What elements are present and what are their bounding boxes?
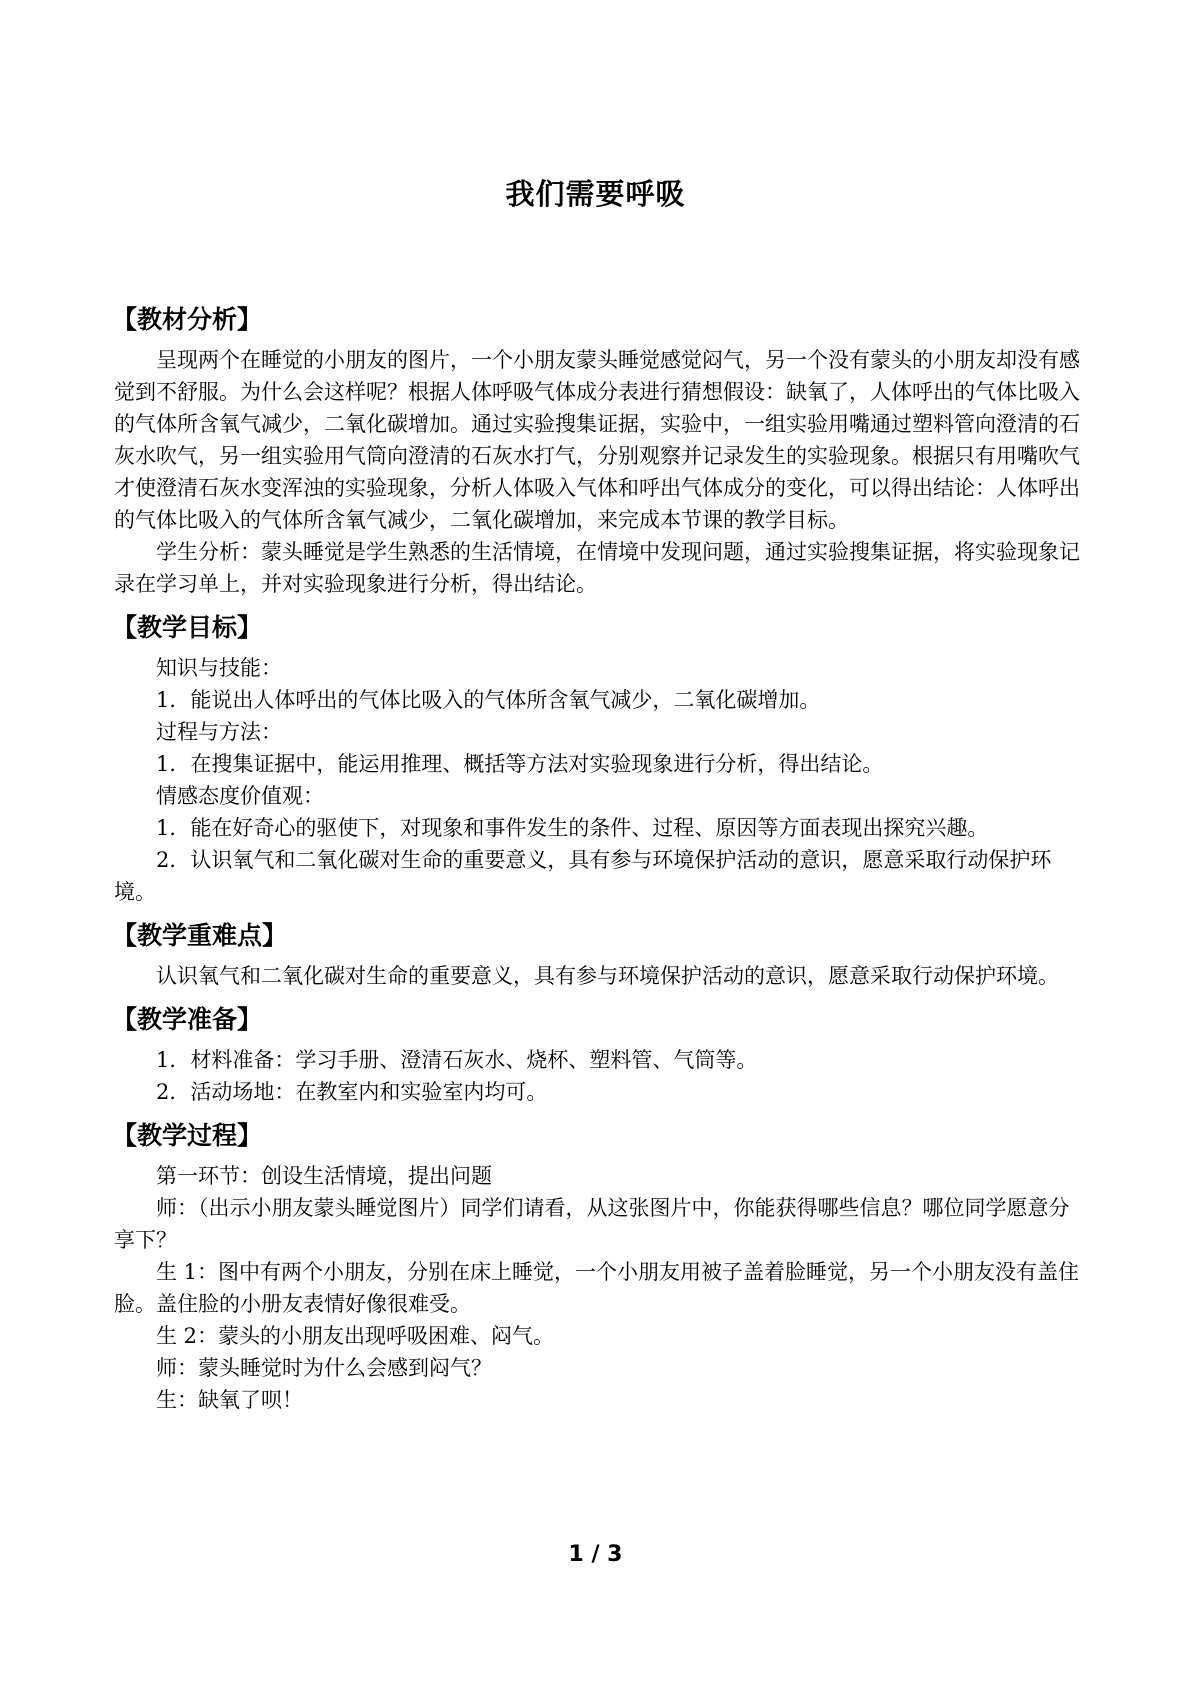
goals-line-5: 情感态度价值观：	[156, 784, 324, 808]
section-heading-keypoints: 【教学重难点】	[112, 921, 288, 950]
analysis-paragraph-1: 呈现两个在睡觉的小朋友的图片，一个小朋友蒙头睡觉感觉闷气，另一个没有蒙头的小朋友却没有感觉到不舒服。为什么会这样呢？根据人体呼吸气体成分表进行猜想假设：缺氧了，人体呼出的气体比吸入的气体所含氧气减少，二氧化碳增加。通过实验搜集证据，实验中，一组实验用嘴通过塑料管向澄清的石灰水吹气，另一组实验用气筒向澄清的石灰水打气，分别观察并记录发生的实验现象。根据只有用嘴吹气才使澄清石灰水变浑浊的实验现象，分析人体吸入气体和呼出气体成分的变化，可以得出结论：人体呼出的气体比吸入的气体所含氧气减少，二氧化碳增加，来完成本节课的教学目标。	[114, 348, 1080, 532]
process-line-4: 生 2：蒙头的小朋友出现呼吸困难、闷气。	[156, 1324, 555, 1348]
page-number: 1 / 3	[568, 1542, 623, 1567]
section-preparation	[114, 1000, 1084, 1108]
section-heading-analysis: 【教材分析】	[112, 305, 263, 334]
goals-line-6: 1．能在好奇心的驱使下，对现象和事件发生的条件、过程、原因等方面表现出探究兴趣。	[156, 816, 989, 840]
preparation-line-2: 2．活动场地：在教室内和实验室内均可。	[156, 1080, 548, 1104]
process-line-2: 师：（出示小朋友蒙头睡觉图片）同学们请看，从这张图片中，你能获得哪些信息？哪位同学愿意分享下？	[114, 1196, 1070, 1252]
goals-line-2: 1．能说出人体呼出的气体比吸入的气体所含氧气减少，二氧化碳增加。	[156, 688, 821, 712]
document-body	[114, 300, 1084, 1424]
goals-line-1: 知识与技能：	[156, 656, 282, 680]
section-keypoints	[114, 916, 1084, 992]
section-process	[114, 1116, 1084, 1416]
page-title: 我们需要呼吸	[505, 177, 686, 211]
section-goals	[114, 608, 1084, 908]
keypoints-paragraph: 认识氧气和二氧化碳对生命的重要意义，具有参与环境保护活动的意识，愿意采取行动保护环境。	[156, 964, 1059, 988]
goals-line-4: 1．在搜集证据中，能运用推理、概括等方法对实验现象进行分析，得出结论。	[156, 752, 884, 776]
process-line-6: 生：缺氧了呗！	[156, 1388, 303, 1412]
section-heading-preparation: 【教学准备】	[112, 1005, 263, 1034]
section-heading-process: 【教学过程】	[112, 1121, 263, 1150]
goals-line-3: 过程与方法：	[156, 720, 282, 744]
process-line-3: 生 1：图中有两个小朋友，分别在床上睡觉，一个小朋友用被子盖着脸睡觉，另一个小朋友没有盖住脸。盖住脸的小册友表情好像很难受。	[114, 1260, 1080, 1316]
goals-line-7: 2．认识氧气和二氧化碳对生命的重要意义，具有参与环境保护活动的意识，愿意采取行动保护环境。	[114, 848, 1052, 904]
section-analysis	[114, 300, 1084, 600]
process-line-1: 第一环节：创设生活情境，提出问题	[156, 1164, 492, 1188]
section-heading-goals: 【教学目标】	[112, 613, 263, 642]
preparation-line-1: 1．材料准备：学习手册、澄清石灰水、烧杯、塑料管、气筒等。	[156, 1048, 758, 1072]
analysis-paragraph-2: 学生分析：蒙头睡觉是学生熟悉的生活情境，在情境中发现问题，通过实验搜集证据，将实验现象记录在学习单上，并对实验现象进行分析，得出结论。	[114, 540, 1080, 596]
process-line-5: 师：蒙头睡觉时为什么会感到闷气？	[156, 1356, 492, 1380]
